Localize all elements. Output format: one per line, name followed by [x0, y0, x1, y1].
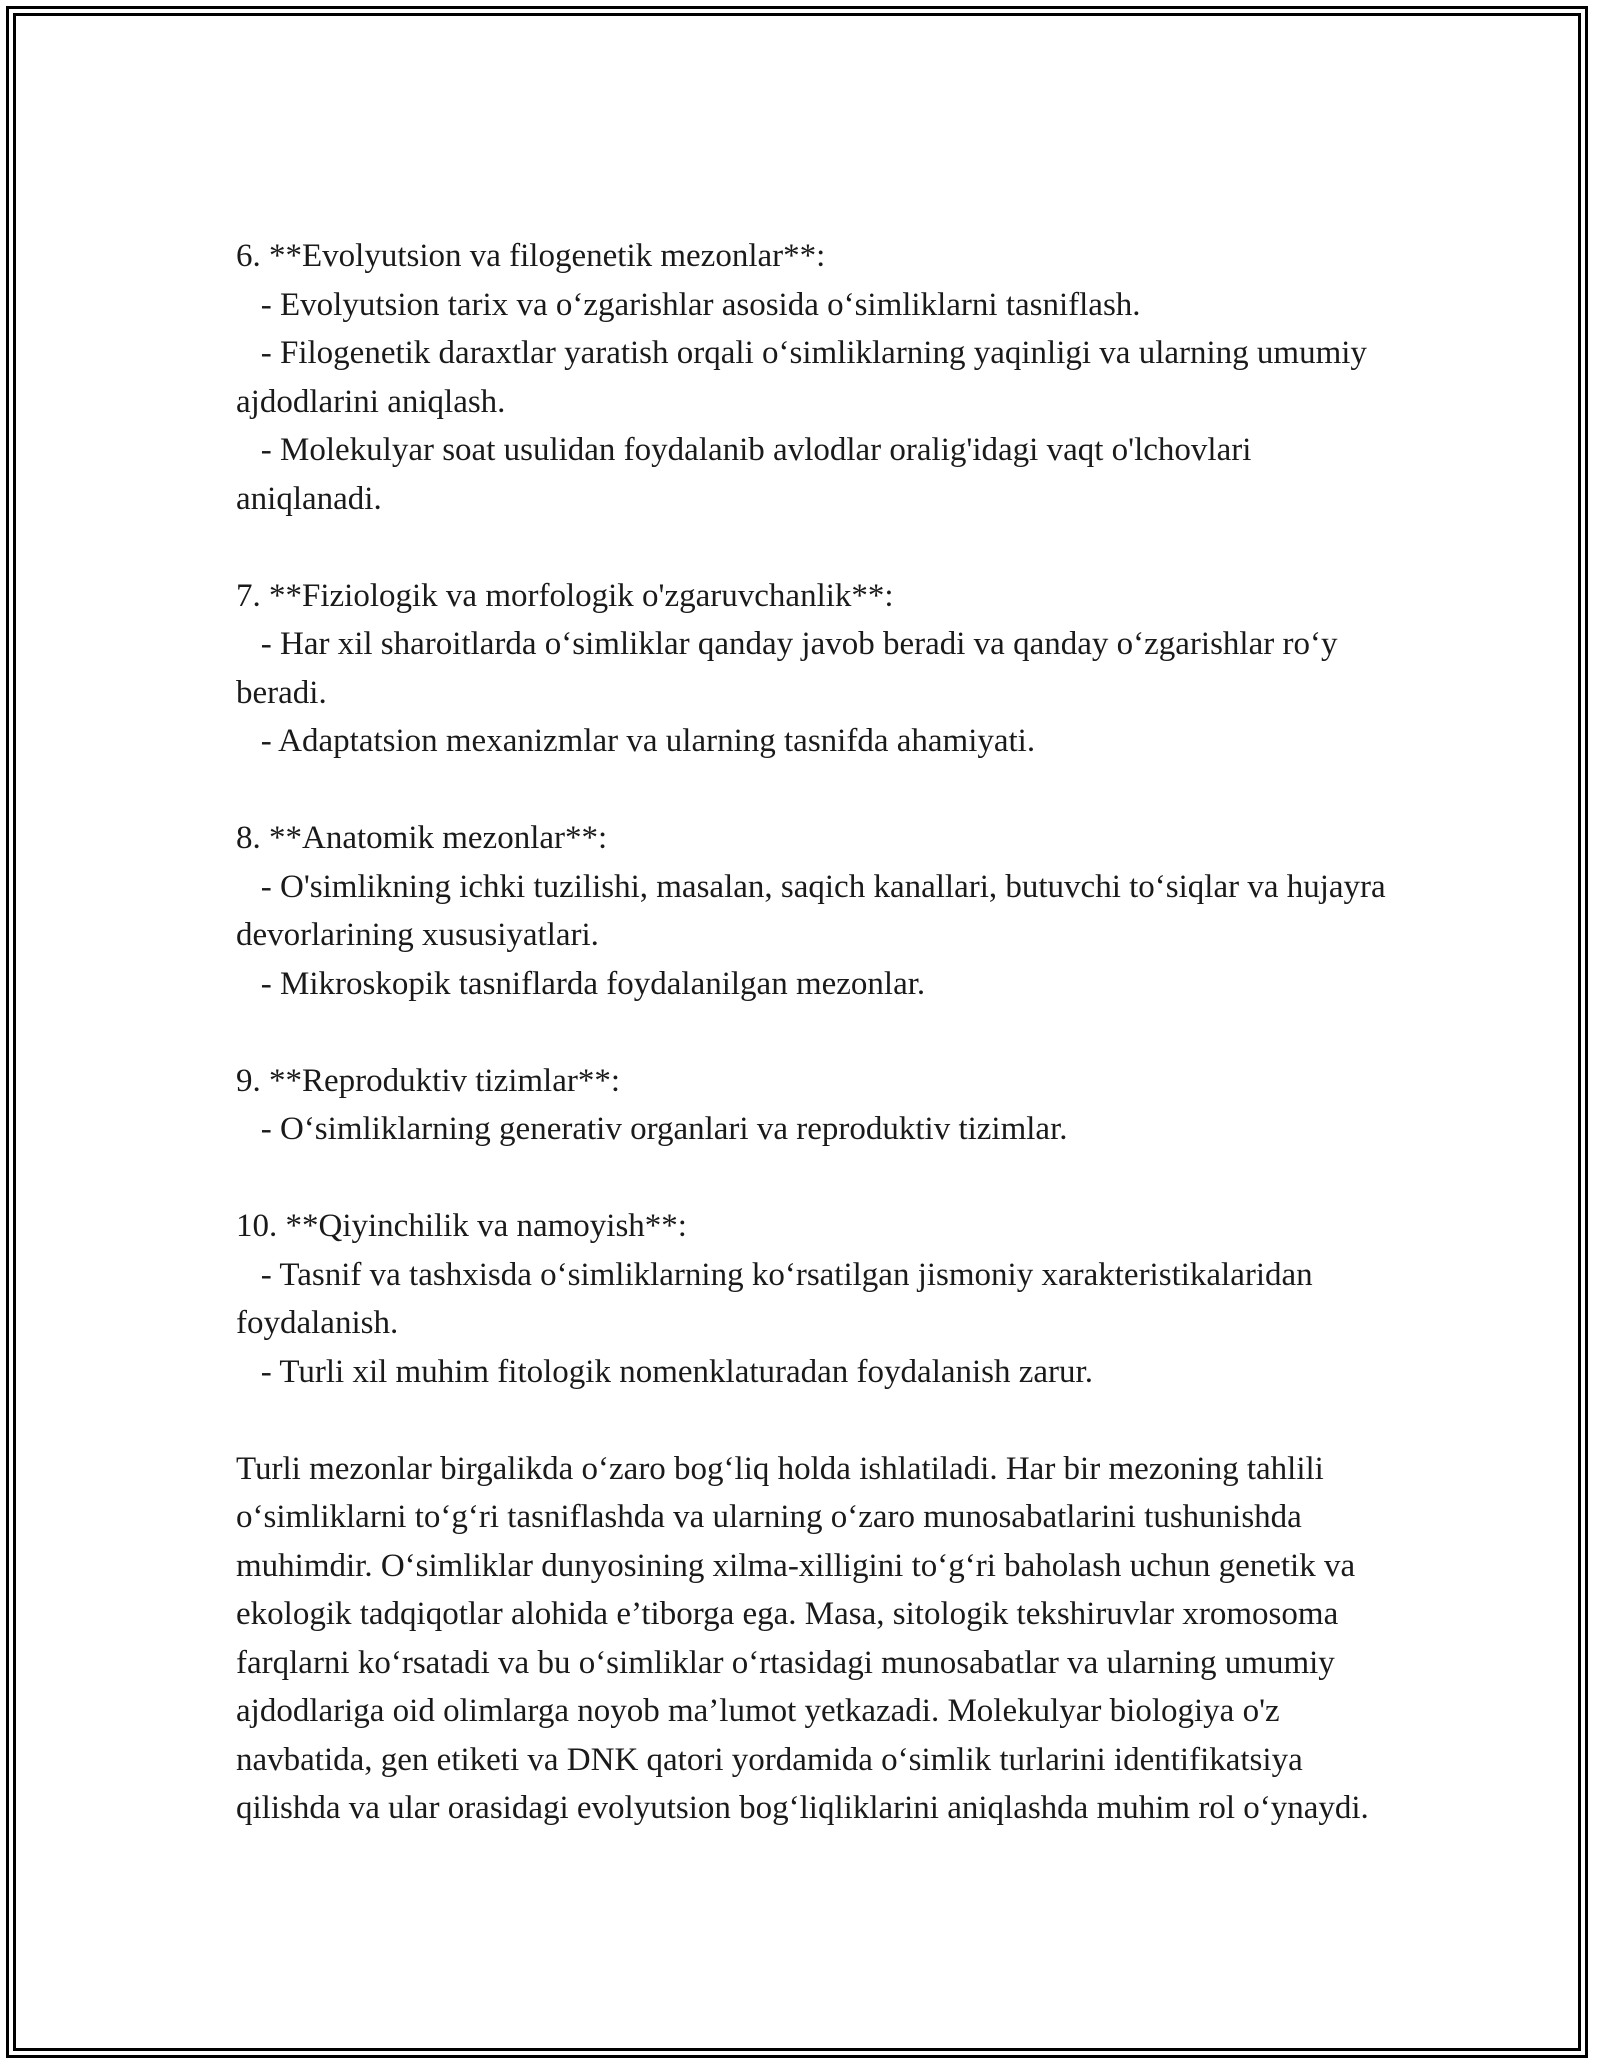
section-evolutionary-criteria: [236, 232, 1386, 523]
list-item: - O‘simliklarning generativ organlari va reproduktiv tizimlar.: [236, 1111, 1068, 1147]
list-item: - Evolyutsion tarix va o‘zgarishlar asosida o‘simliklarni tasniflash.: [236, 286, 1141, 323]
section-difficulty-and-demonstration: [236, 1202, 1386, 1396]
list-item: - O'simlikning ichki tuzilishi, masalan, saqich kanallari, butuvchi to‘siqlar va hujayra devorlarining xususiyatlari.: [236, 868, 1394, 953]
list-item: - Adaptatsion mexanizmlar va ularning tasnifda ahamiyati.: [236, 723, 1036, 759]
section-anatomical-criteria: [236, 814, 1394, 1008]
document-body: [236, 232, 1394, 1833]
section-heading: 10. **Qiyinchilik va namoyish**:: [236, 1208, 687, 1244]
section-heading: 7. **Fiziologik va morfologik o'zgaruvchanlik**:: [236, 577, 894, 614]
section-physiological-variability: [236, 572, 1386, 766]
list-item: - Har xil sharoitlarda o‘simliklar qanday javob beradi va qanday o‘zgarishlar ro‘y beradi.: [236, 626, 1346, 711]
list-item: - Mikroskopik tasniflarda foydalanilgan mezonlar.: [236, 965, 926, 1002]
list-item: - Filogenetik daraxtlar yaratish orqali o‘simliklarning yaqinligi va ularning umumiy ajdodlarini aniqlash.: [236, 335, 1376, 420]
list-item: - Molekulyar soat usulidan foydalanib avlodlar oralig'idagi vaqt o'lchovlari aniqlanadi.: [236, 432, 1260, 517]
section-heading: 9. **Reproduktiv tizimlar**:: [236, 1062, 621, 1099]
section-heading: 6. **Evolyutsion va filogenetik mezonlar**:: [236, 238, 826, 274]
conclusion-paragraph: Turli mezonlar birgalikda o‘zaro bog‘liq holda ishlatiladi. Har bir mezoning tahlili o‘simliklarni to‘g‘ri tasniflashda va ularning o‘zaro munosabatlarini tushunishda muhimdir. O‘simliklar dunyosining xilma-xilligini to‘g‘ri baholash uchun genetik va ekologik tadqiqotlar alohida e’tiborga ega. Masa, sitologik tekshiruvlar xromosoma farqlarni ko‘rsatadi va bu o‘simliklar o‘rtasidagi munosabatlar va ularning umumiy ajdodlariga oid olimlarga noyob ma’lumot yetkazadi. Molekulyar biologiya o'z navbatida, gen etiketi va DNK qatori yordamida o‘simlik turlarini identifikatsiya qilishda va ular orasidagi evolyutsion bog‘liqliklarini aniqlashda muhim rol o‘ynaydi.: [236, 1450, 1369, 1826]
section-reproductive-systems: [236, 1057, 1386, 1154]
list-item: - Turli xil muhim fitologik nomenklaturadan foydalanish zarur.: [236, 1353, 1093, 1390]
section-heading: 8. **Anatomik mezonlar**:: [236, 820, 608, 856]
list-item: - Tasnif va tashxisda o‘simliklarning ko‘rsatilgan jismoniy xarakteristikalaridan foydalanish.: [236, 1256, 1321, 1341]
